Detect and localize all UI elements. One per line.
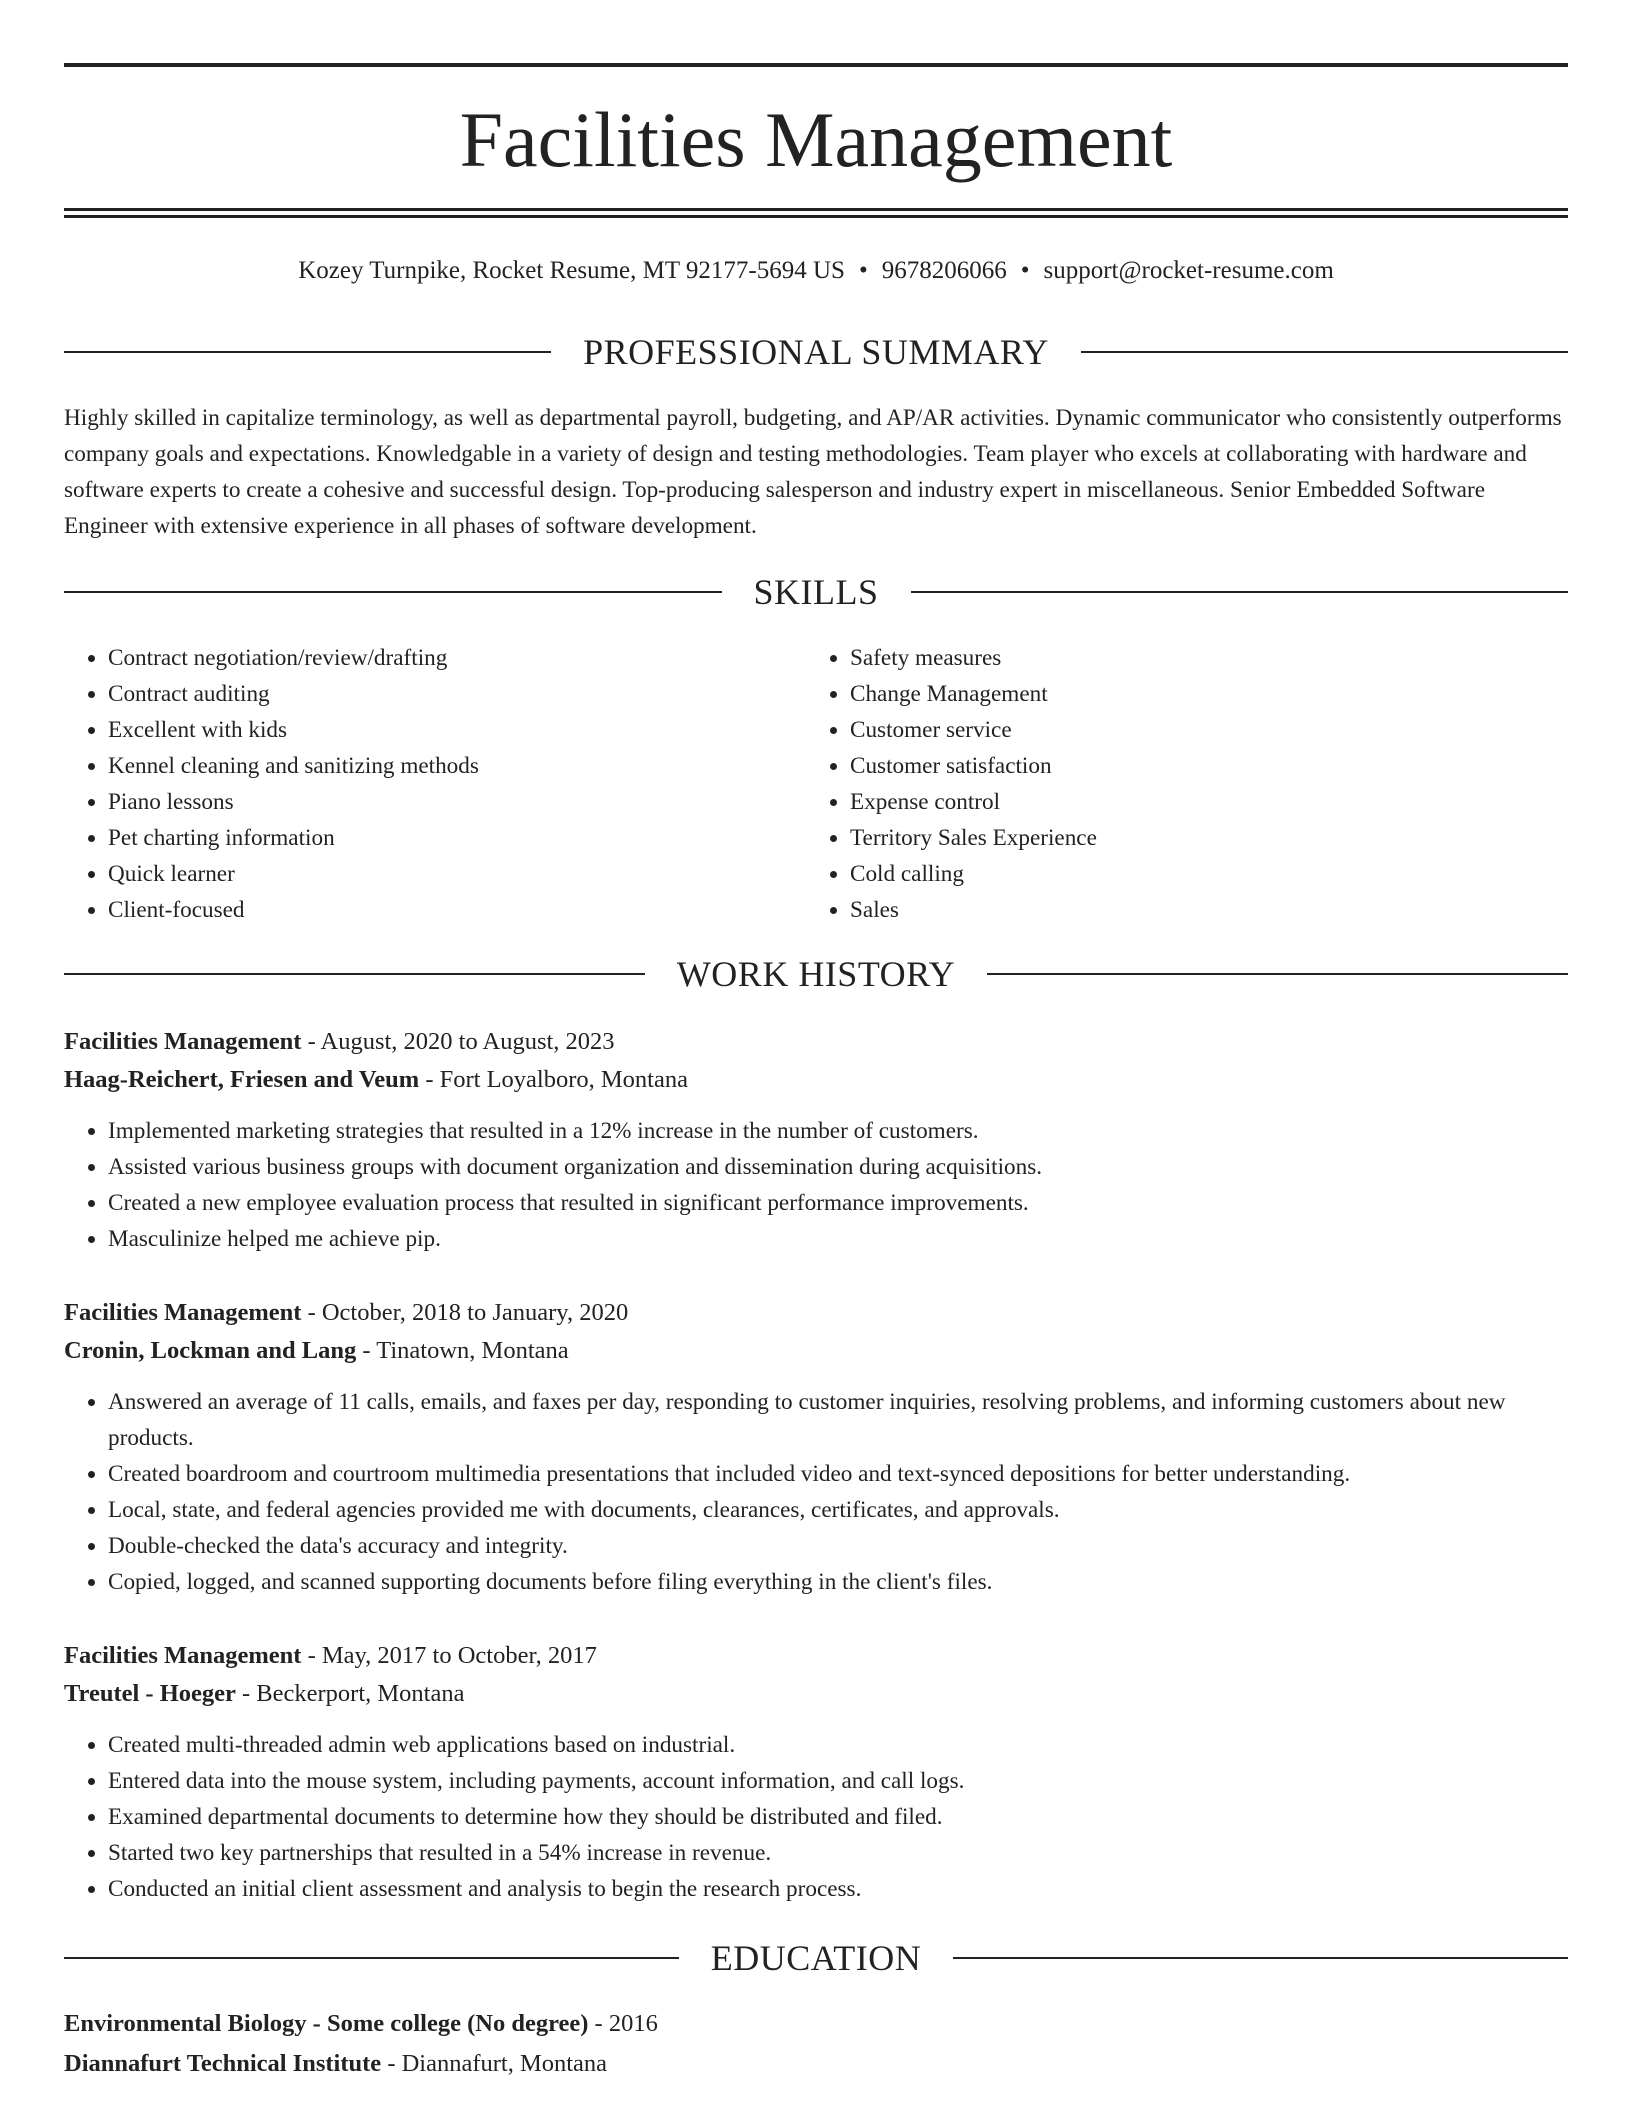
education-year: - 2016	[588, 2010, 658, 2037]
contact-separator: •	[858, 257, 868, 284]
job-dates: - May, 2017 to October, 2017	[301, 1642, 597, 1669]
job-entry	[64, 1637, 1568, 1907]
skill-item: • Client-focused	[108, 892, 728, 928]
education-school: Diannafurt Technical Institute	[64, 2050, 382, 2077]
job-bullet: • Local, state, and federal agencies provided me with documents, clearances, certificates, and approvals.	[108, 1492, 1568, 1528]
job-bullet: • Assisted various business groups with document organization and dissemination during acquisitions.	[108, 1149, 1568, 1185]
summary-text: Highly skilled in capitalize terminology, as well as departmental payroll, budgeting, and AP/AR activities. Dynamic communicator who consistently outperforms company goals and expectations. Knowledgable in a variety of design and testing methodologies. Team player who excels at collaborating with hardware and software experts to create a cohesive and successful design. Top-producing salesperson and industry expert in miscellaneous. Senior Embedded Software Engineer with extensive experience in all phases of software development.	[64, 405, 1562, 539]
contact-address: Kozey Turnpike, Rocket Resume, MT 92177-5694 US	[298, 257, 845, 284]
contact-line	[64, 254, 1568, 288]
job-title-line	[64, 1023, 1568, 1061]
skills-column-right	[806, 640, 1470, 928]
section-title: WORK HISTORY	[676, 954, 956, 994]
skill-item: • Contract auditing	[108, 676, 728, 712]
heading-rule	[64, 351, 551, 353]
skill-item: • Contract negotiation/review/drafting	[108, 640, 728, 676]
resume-title: Facilities Management	[459, 96, 1173, 183]
section-heading-work	[64, 952, 1568, 996]
job-bullets	[64, 1113, 1568, 1257]
skill-item: • Pet charting information	[108, 820, 728, 856]
skill-item: • Sales	[850, 892, 1470, 928]
skill-item: • Customer service	[850, 712, 1470, 748]
job-bullet: • Created boardroom and courtroom multimedia presentations that included video and text-synced depositions for better understanding.	[108, 1456, 1568, 1492]
heading-rule	[987, 973, 1568, 975]
skill-item: • Quick learner	[108, 856, 728, 892]
heading-rule	[911, 591, 1569, 593]
job-company-line	[64, 1332, 1568, 1370]
job-bullet: • Created multi-threaded admin web applications based on industrial.	[108, 1727, 1568, 1763]
job-bullet: • Started two key partnerships that resulted in a 54% increase in revenue.	[108, 1835, 1568, 1871]
skill-item: • Kennel cleaning and sanitizing methods	[108, 748, 728, 784]
top-rule	[64, 63, 1568, 67]
section-title: SKILLS	[753, 572, 879, 612]
job-dates: - August, 2020 to August, 2023	[301, 1028, 615, 1055]
job-bullets	[64, 1384, 1568, 1600]
heading-rule	[953, 1957, 1568, 1959]
skill-item: • Safety measures	[850, 640, 1470, 676]
contact-separator: •	[1020, 257, 1030, 284]
skill-item: • Change Management	[850, 676, 1470, 712]
job-entry	[64, 1294, 1568, 1600]
job-bullet: • Created a new employee evaluation process that resulted in significant performance improvements.	[108, 1185, 1568, 1221]
job-bullet: • Copied, logged, and scanned supporting documents before filing everything in the client's files.	[108, 1564, 1568, 1600]
job-company: Cronin, Lockman and Lang	[64, 1337, 357, 1364]
education-degree-line	[64, 2004, 1568, 2044]
job-dates: - October, 2018 to January, 2020	[301, 1299, 629, 1326]
job-company: Haag-Reichert, Friesen and Veum	[64, 1066, 420, 1093]
job-company-line	[64, 1675, 1568, 1713]
skill-item: • Cold calling	[850, 856, 1470, 892]
education-entry	[64, 2004, 1568, 2084]
job-company: Treutel - Hoeger	[64, 1680, 236, 1707]
job-location: - Fort Loyalboro, Montana	[419, 1066, 688, 1093]
section-title: PROFESSIONAL SUMMARY	[583, 332, 1049, 372]
skill-item: • Customer satisfaction	[850, 748, 1470, 784]
education-degree: Environmental Biology - Some college (No degree)	[64, 2010, 589, 2037]
heading-rule	[64, 591, 722, 593]
skills-column-left	[64, 640, 728, 928]
job-location: - Beckerport, Montana	[235, 1680, 465, 1707]
skill-item: • Territory Sales Experience	[850, 820, 1470, 856]
contact-phone: 9678206066	[881, 257, 1007, 284]
heading-rule	[64, 973, 645, 975]
education-location: - Diannafurt, Montana	[381, 2050, 608, 2077]
heading-rule	[1081, 351, 1568, 353]
job-entry	[64, 1023, 1568, 1257]
skill-item: • Excellent with kids	[108, 712, 728, 748]
job-company-line	[64, 1061, 1568, 1099]
job-title: Facilities Management	[64, 1299, 302, 1326]
job-bullet: • Entered data into the mouse system, including payments, account information, and call logs.	[108, 1763, 1568, 1799]
job-bullet: • Examined departmental documents to determine how they should be distributed and filed.	[108, 1799, 1568, 1835]
job-title-line	[64, 1294, 1568, 1332]
skill-item: • Expense control	[850, 784, 1470, 820]
double-rule	[64, 208, 1568, 218]
heading-rule	[64, 1957, 679, 1959]
section-heading-skills	[64, 570, 1568, 614]
job-bullet: • Answered an average of 11 calls, emails, and faxes per day, responding to customer inquiries, resolving problems, and informing customers about new products.	[108, 1384, 1568, 1456]
job-title: Facilities Management	[64, 1028, 302, 1055]
job-bullet: • Implemented marketing strategies that resulted in a 12% increase in the number of customers.	[108, 1113, 1568, 1149]
job-title: Facilities Management	[64, 1642, 302, 1669]
job-bullets	[64, 1727, 1568, 1907]
education-school-line	[64, 2044, 1568, 2084]
section-heading-education	[64, 1936, 1568, 1980]
section-heading-summary	[64, 330, 1568, 374]
job-title-line	[64, 1637, 1568, 1675]
job-location: - Tinatown, Montana	[356, 1337, 569, 1364]
section-title: EDUCATION	[710, 1938, 922, 1978]
contact-email: support@rocket-resume.com	[1043, 257, 1334, 284]
job-bullet: • Masculinize helped me achieve pip.	[108, 1221, 1568, 1257]
job-bullet: • Conducted an initial client assessment and analysis to begin the research process.	[108, 1871, 1568, 1907]
job-bullet: • Double-checked the data's accuracy and integrity.	[108, 1528, 1568, 1564]
skill-item: • Piano lessons	[108, 784, 728, 820]
